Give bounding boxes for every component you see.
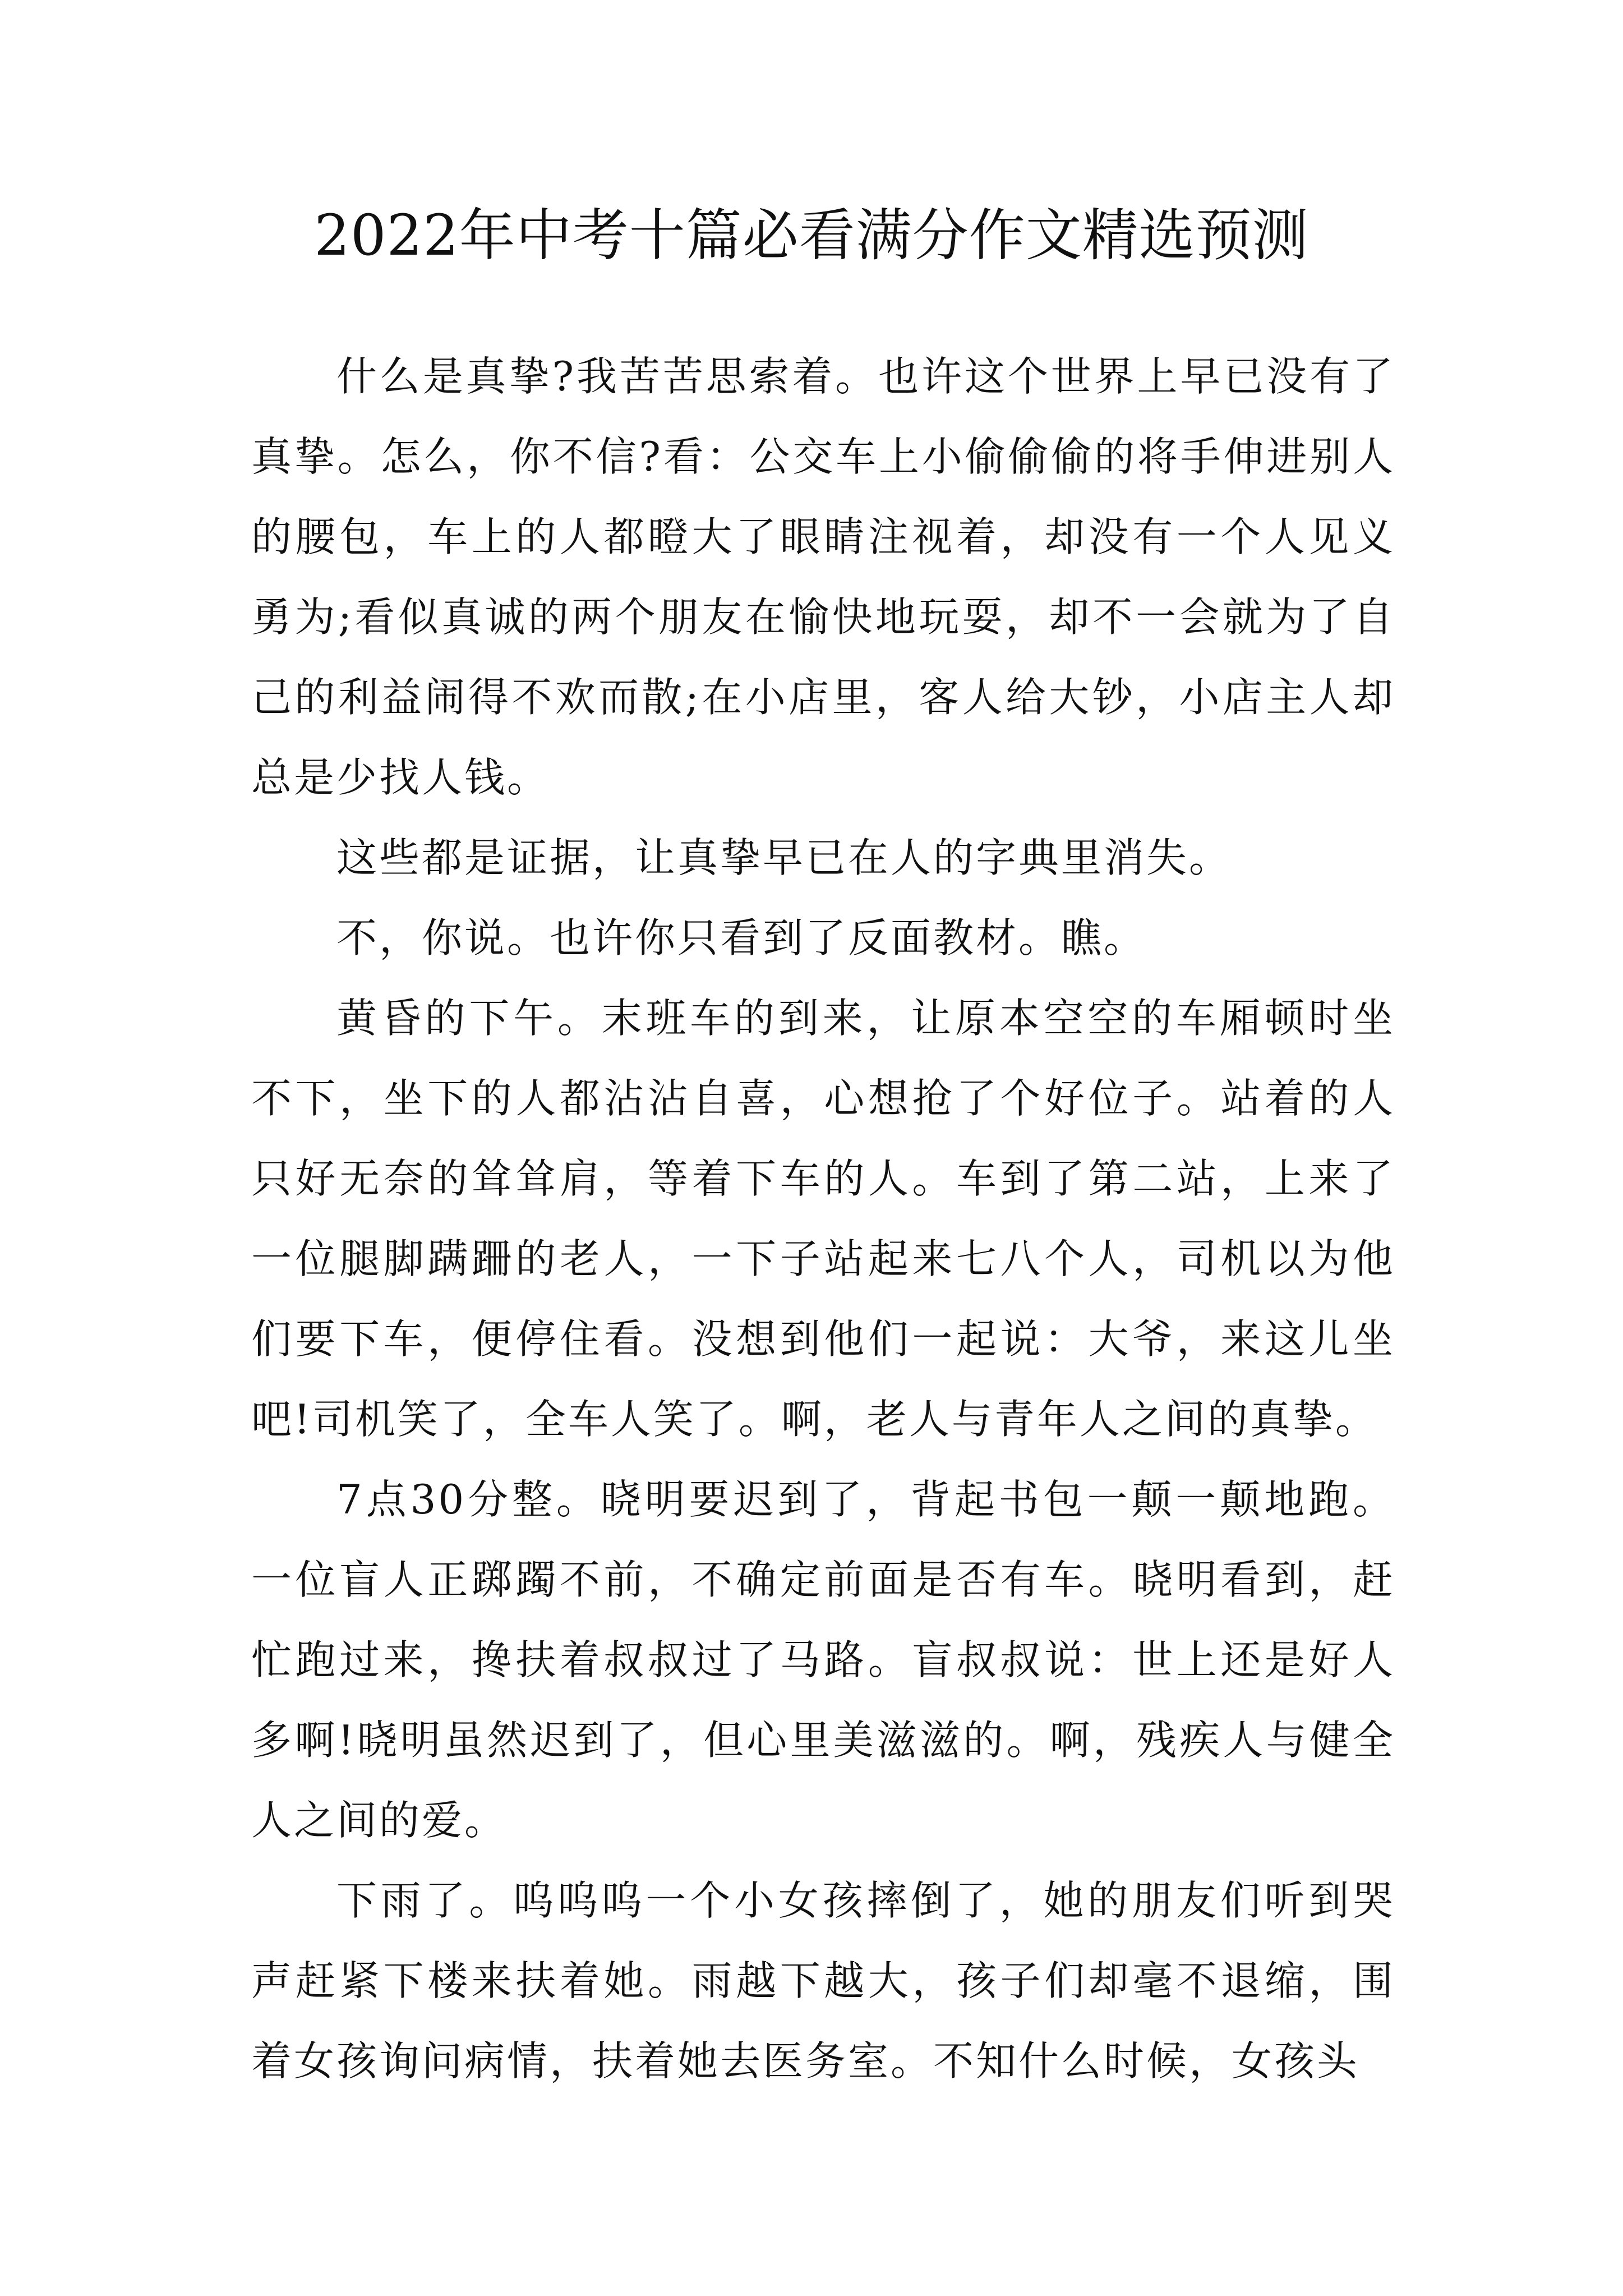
paragraph: 这些都是证据，让真挚早已在人的字典里消失。 — [336, 834, 1232, 881]
paragraph: 黄昏的下午。末班车的到来，让原本空空的车厢顿时坐不下，坐下的人都沾沾自喜，心想抢了个好位子。站着的人只好无奈的耸耸肩，等着下车的人。车到了第二站，上来了一位腿脚蹒跚的老人，一下子站起来七八个人，司机以为他们要下车，便停住看。没想到他们一起说：大爷，来这儿坐吧!司机笑了，全车人笑了。啊，老人与青年人之间的真挚。 — [251, 995, 1395, 1443]
document-body — [251, 337, 1395, 2101]
paragraph: 7点30分整。晓明要迟到了，背起书包一颠一颠地跑。一位盲人正踯躅不前，不确定前面是否有车。晓明看到，赶忙跑过来，搀扶着叔叔过了马路。盲叔叔说：世上还是好人多啊!晓明虽然迟到了，但心里美滋滋的。啊，残疾人与健全人之间的爱。 — [251, 1476, 1395, 1844]
paragraph: 什么是真挚?我苦苦思索着。也许这个世界上早已没有了真挚。怎么，你不信?看：公交车上小偷偷偷的将手伸进别人的腰包，车上的人都瞪大了眼睛注视着，却没有一个人见义勇为;看似真诚的两个朋友在愉快地玩耍，却不一会就为了自己的利益闹得不欢而散;在小店里，客人给大钞，小店主人却总是少找人钱。 — [251, 353, 1395, 801]
paragraph: 不，你说。也许你只看到了反面教材。瞧。 — [336, 914, 1147, 961]
paragraph: 下雨了。呜呜呜一个小女孩摔倒了，她的朋友们听到哭声赶紧下楼来扶着她。雨越下越大，孩子们却毫不退缩，围着女孩询问病情，扶着她去医务室。不知什么时候，女孩头 — [251, 1877, 1395, 2085]
document-title: 2022年中考十篇必看满分作文精选预测 — [314, 203, 1309, 268]
